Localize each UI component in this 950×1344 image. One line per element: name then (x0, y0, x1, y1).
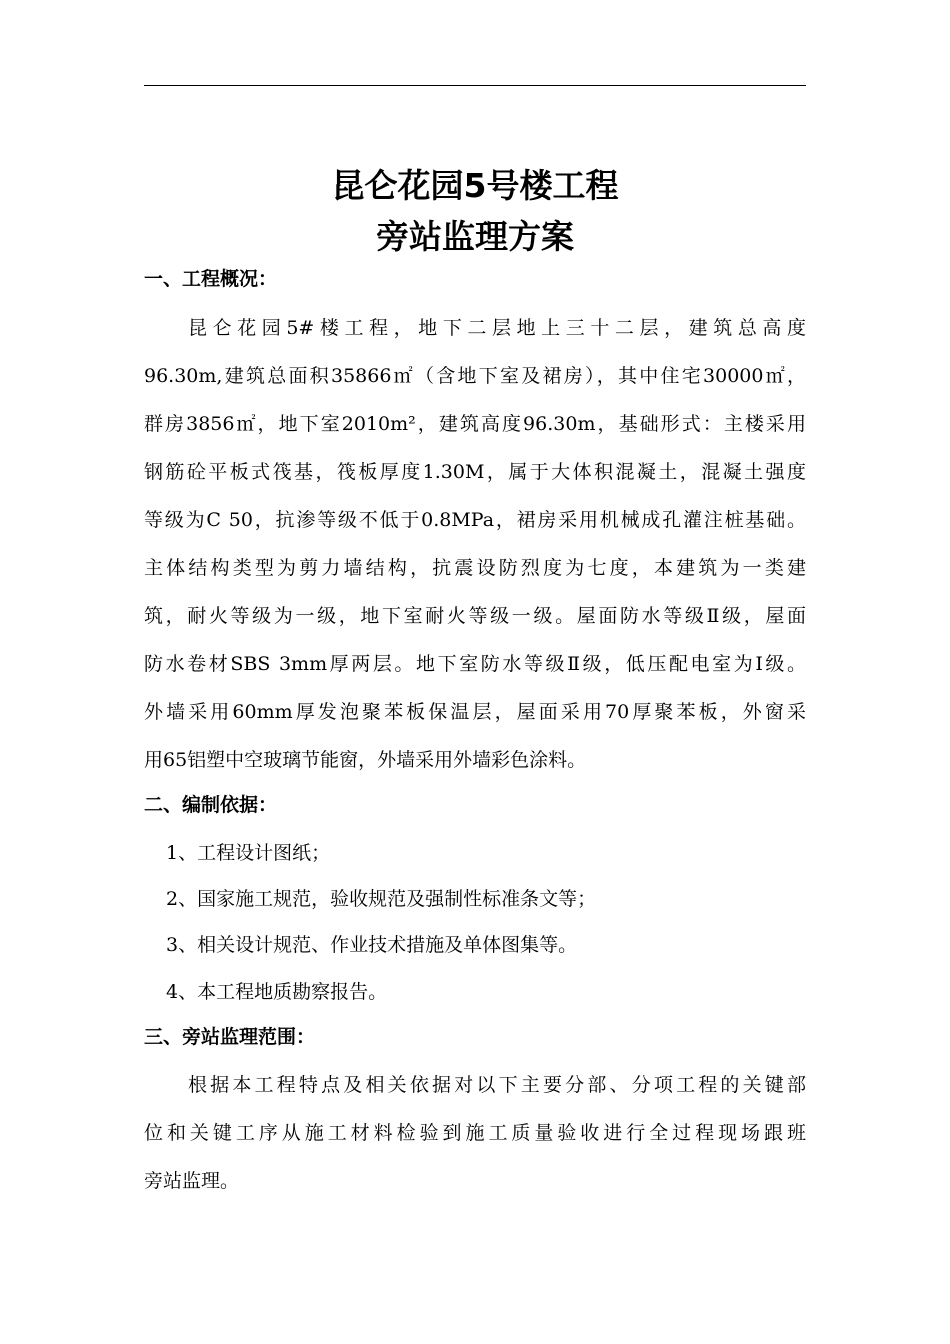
paragraph-line: 96.30m,建筑总面积35866㎡（含地下室及裙房），其中住宅30000㎡， (144, 365, 806, 387)
section-heading-overview: 一、工程概况： (144, 268, 278, 290)
paragraph-line: 防水卷材SBS 3mm厚两层。地下室防水等级Ⅱ级，低压配电室为Ⅰ级。 (144, 653, 806, 675)
paragraph-line: 筑，耐火等级为一级，地下室耐火等级一级。屋面防水等级Ⅱ级，屋面 (144, 605, 806, 627)
header-rule (144, 85, 806, 86)
section-heading-scope: 三、旁站监理范围： (144, 1026, 316, 1048)
paragraph-line: 根据本工程特点及相关依据对以下主要分部、分项工程的关键部 (188, 1074, 806, 1096)
list-item: 4、本工程地质勘察报告。 (166, 981, 388, 1003)
list-item: 3、相关设计规范、作业技术措施及单体图集等。 (166, 934, 578, 956)
paragraph-line: 等级为C 50，抗渗等级不低于0.8MPa，裙房采用机械成孔灌注桩基础。 (144, 509, 806, 531)
scope-paragraph (144, 1070, 806, 1214)
paragraph-line: 用65铝塑中空玻璃节能窗，外墙采用外墙彩色涂料。 (144, 749, 587, 771)
paragraph-line: 钢筋砼平板式筏基，筏板厚度1.30M，属于大体积混凝土，混凝土强度 (144, 461, 806, 483)
list-item: 1、工程设计图纸； (166, 842, 331, 864)
paragraph-line: 主体结构类型为剪力墙结构，抗震设防烈度为七度，本建筑为一类建 (144, 557, 806, 579)
section-heading-basis: 二、编制依据： (144, 794, 278, 816)
document-subtitle: 旁站监理方案 (376, 217, 574, 256)
document-title: 昆仑花园5号楼工程 (331, 166, 619, 205)
paragraph-line: 群房3856㎡，地下室2010m²，建筑高度96.30m，基础形式：主楼采用 (144, 413, 806, 435)
paragraph-line: 旁站监理。 (144, 1170, 240, 1192)
paragraph-line: 位和关键工序从施工材料检验到施工质量验收进行全过程现场跟班 (144, 1122, 806, 1144)
list-item: 2、国家施工规范，验收规范及强制性标准条文等； (166, 888, 597, 910)
overview-paragraph (144, 313, 806, 793)
paragraph-line: 外墙采用60mm厚发泡聚苯板保温层，屋面采用70厚聚苯板，外窗采 (144, 701, 806, 723)
paragraph-line: 昆仑花园5#楼工程，地下二层地上三十二层，建筑总高度 (188, 317, 806, 339)
